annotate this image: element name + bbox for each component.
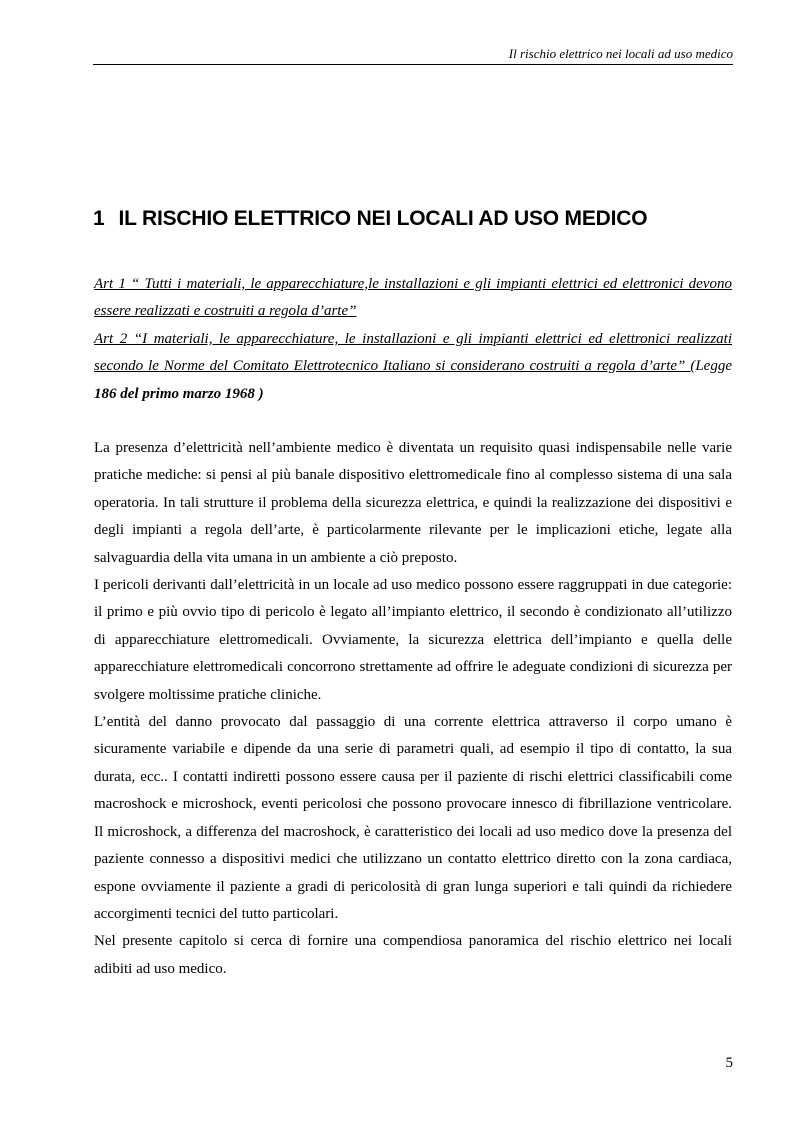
header-rule <box>93 64 733 65</box>
running-header: Il rischio elettrico nei locali ad uso medico <box>508 46 733 61</box>
article-2-text: Art 2 “I materiali, le apparecchiature, le installazioni e gli impianti elettrici ed elettronici realizzati secondo le Norme del Comitato Elettrotecnico Italiano si considerano costruiti a regola d’arte” ( <box>94 330 732 375</box>
paragraph: Nel presente capitolo si cerca di fornire una compendiosa panoramica del rischio elettrico nei locali adibiti ad uso medico. <box>94 933 732 977</box>
paragraph: I pericoli derivanti dall’elettricità in un locale ad uso medico possono essere raggruppati in due categorie: il primo e più ovvio tipo di pericolo è legato all’impianto elettrico, il secondo è condizionato all’utilizzo di apparecchiature elettromedicali. Ovviamente, la sicurezza elettrica dell’impianto e quella delle apparecchiature elettromedicali concorrono strettamente ad offrire le adeguate condizioni di sicurezza per svolgere moltissime pratiche cliniche. <box>94 577 732 703</box>
chapter-title-text: IL RISCHIO ELETTRICO NEI LOCALI AD USO MEDICO <box>118 207 648 230</box>
main-text <box>94 435 732 983</box>
paragraph: La presenza d’elettricità nell’ambiente medico è diventata un requisito quasi indispensabile nelle varie pratiche mediche: si pensi al più banale dispositivo elettromedicale fino al complesso sistema di una sala operatoria. In tali strutture il problema della sicurezza elettrica, e quindi la realizzazione dei dispositivi e degli impianti a regola dell’arte, è particolarmente rilevante per le implicazioni etiche, legate alla salvaguardia della vita umana in un ambiente a ciò preposto. <box>94 440 732 566</box>
chapter-number: 1 <box>93 207 105 230</box>
article-1-text: Art 1 “ Tutti i materiali, le apparecchiature,le installazioni e gli impianti elettrici ed elettronici devono essere realizzati e costruiti a regola d’arte” <box>94 276 732 320</box>
law-articles <box>94 271 732 408</box>
article-2-reference: 186 del primo marzo 1968 ) <box>94 385 264 402</box>
chapter-title <box>93 204 733 234</box>
article-2 <box>94 326 732 408</box>
page-number: 5 <box>725 1055 733 1071</box>
article-1 <box>94 271 732 326</box>
article-2-legge: Legge <box>695 358 732 375</box>
paragraph: L’entità del danno provocato dal passaggio di una corrente elettrica attraverso il corpo umano è sicuramente variabile e dipende da una serie di parametri quali, ad esempio il tipo di contatto, la sua durata, ecc.. I contatti indiretti possono essere causa per il paziente di rischi elettrici classificabili come macroshock e microshock, eventi pericolosi che possono provocare innesco di fibrillazione ventricolare. Il microshock, a differenza del macroshock, è caratteristico dei locali ad uso medico dove la presenza del paziente connesso a dispositivi medici che utilizzano un contatto elettrico diretto con la zona cardiaca, espone ovviamente il paziente a gradi di pericolosità di gran lunga superiori e tali quindi da richiedere accorgimenti tecnici del tutto particolari. <box>94 714 732 922</box>
